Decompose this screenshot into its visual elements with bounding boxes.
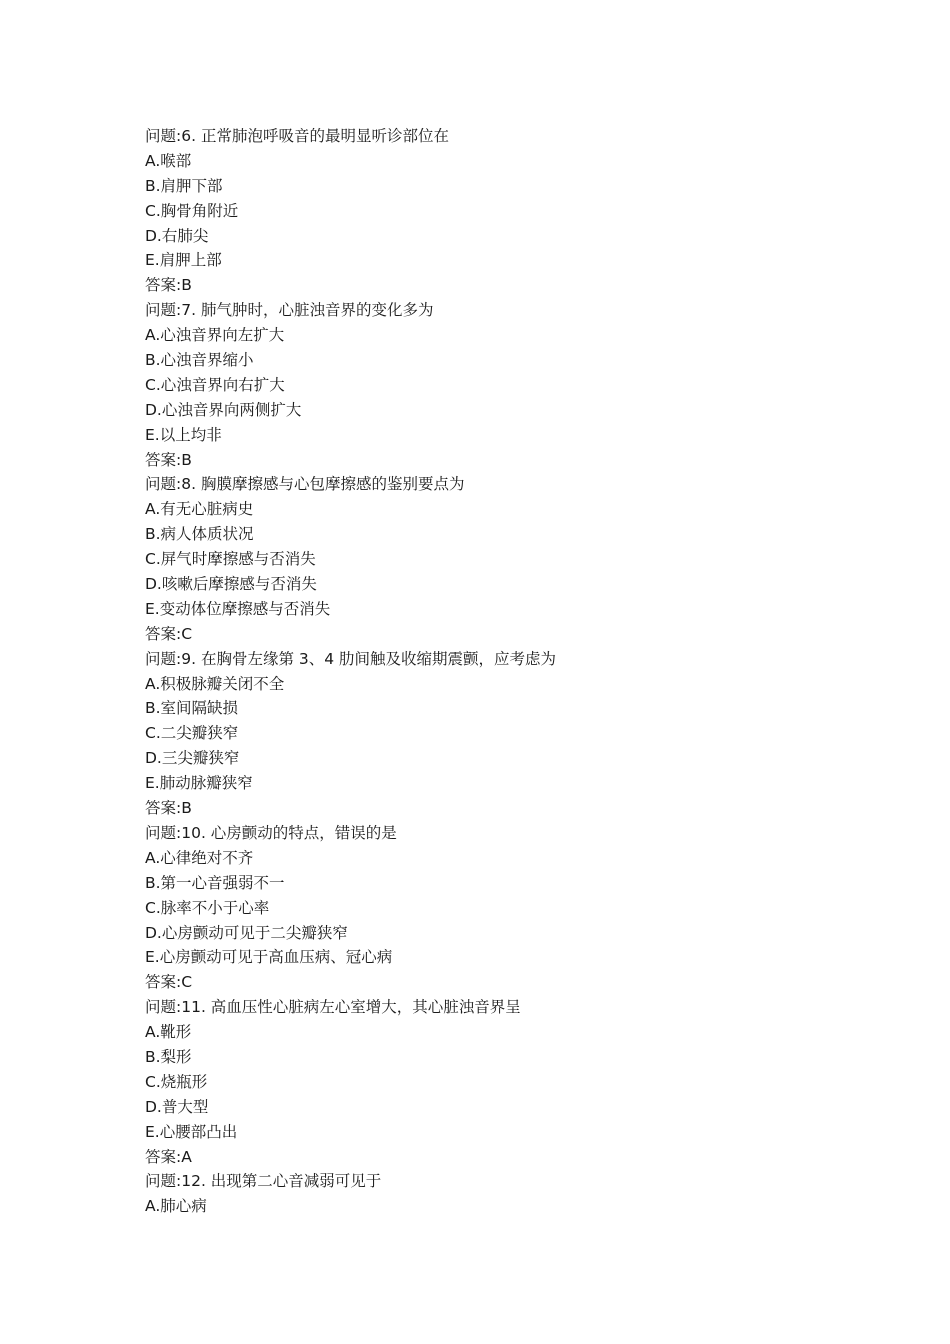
question-6-option-c: C.胸骨角附近 [145,201,239,220]
question-10-option-b: B.第一心音强弱不一 [145,873,285,892]
question-6-title: 问题:6. 正常肺泡呼吸音的最明显听诊部位在 [145,127,449,145]
document-body [145,124,845,1219]
question-12-option-a: A.肺心病 [145,1197,207,1216]
question-7-option-e: E.以上均非 [145,425,222,444]
question-11-option-a: A.靴形 [145,1023,192,1042]
question-6-option-b: B.肩胛下部 [145,176,223,195]
question-7-title: 问题:7. 肺气肿时，心脏浊音界的变化多为 [145,301,434,320]
question-7-option-b: B.心浊音界缩小 [145,351,254,370]
question-8-option-d: D.咳嗽后摩擦感与否消失 [145,575,317,594]
question-8-answer: 答案:C [145,624,193,643]
question-7-answer: 答案:B [145,450,192,469]
question-10-option-a: A.心律绝对不齐 [145,848,254,867]
question-10-answer: 答案:C [145,973,193,992]
question-10-option-c: C.脉率不小于心率 [145,898,270,917]
question-10-option-e: E.心房颤动可见于高血压病、冠心病 [145,948,393,967]
question-6-option-d: D.右肺尖 [145,226,209,245]
question-8-title: 问题:8. 胸膜摩擦感与心包摩擦感的鉴别要点为 [145,475,465,494]
question-8-option-b: B.病人体质状况 [145,525,254,544]
question-7-option-a: A.心浊音界向左扩大 [145,326,285,345]
question-8-option-e: E.变动体位摩擦感与否消失 [145,599,331,618]
question-9-title: 问题:9. 在胸骨左缘第 3、4 肋间触及收缩期震颤，应考虑为 [145,649,557,668]
question-6-answer: 答案:B [145,276,192,295]
question-8-option-c: C.屏气时摩擦感与否消失 [145,550,316,569]
question-7-option-d: D.心浊音界向两侧扩大 [145,400,302,419]
question-7-option-c: C.心浊音界向右扩大 [145,375,285,394]
question-9-option-e: E.肺动脉瓣狭窄 [145,774,253,793]
question-11-answer: 答案:A [145,1147,192,1166]
question-9-option-d: D.三尖瓣狭窄 [145,749,240,768]
question-9-option-b: B.室间隔缺损 [145,699,239,718]
question-10-option-d: D.心房颤动可见于二尖瓣狭窄 [145,923,348,942]
question-9-option-a: A.积极脉瓣关闭不全 [145,674,285,693]
question-9-option-c: C.二尖瓣狭窄 [145,724,239,743]
question-11-option-b: B.梨形 [145,1047,192,1066]
question-11-title: 问题:11. 高血压性心脏病左心室增大，其心脏浊音界呈 [145,998,521,1017]
question-6-option-e: E.肩胛上部 [145,251,222,270]
question-11-option-e: E.心腰部凸出 [145,1122,238,1141]
question-11-option-d: D.普大型 [145,1097,209,1116]
question-9-answer: 答案:B [145,799,192,818]
question-6-option-a: A.喉部 [145,151,192,170]
question-12-title: 问题:12. 出现第二心音减弱可见于 [145,1172,382,1191]
question-10-title: 问题:10. 心房颤动的特点，错误的是 [145,823,397,842]
question-11-option-c: C.烧瓶形 [145,1072,208,1091]
question-8-option-a: A.有无心脏病史 [145,500,254,519]
